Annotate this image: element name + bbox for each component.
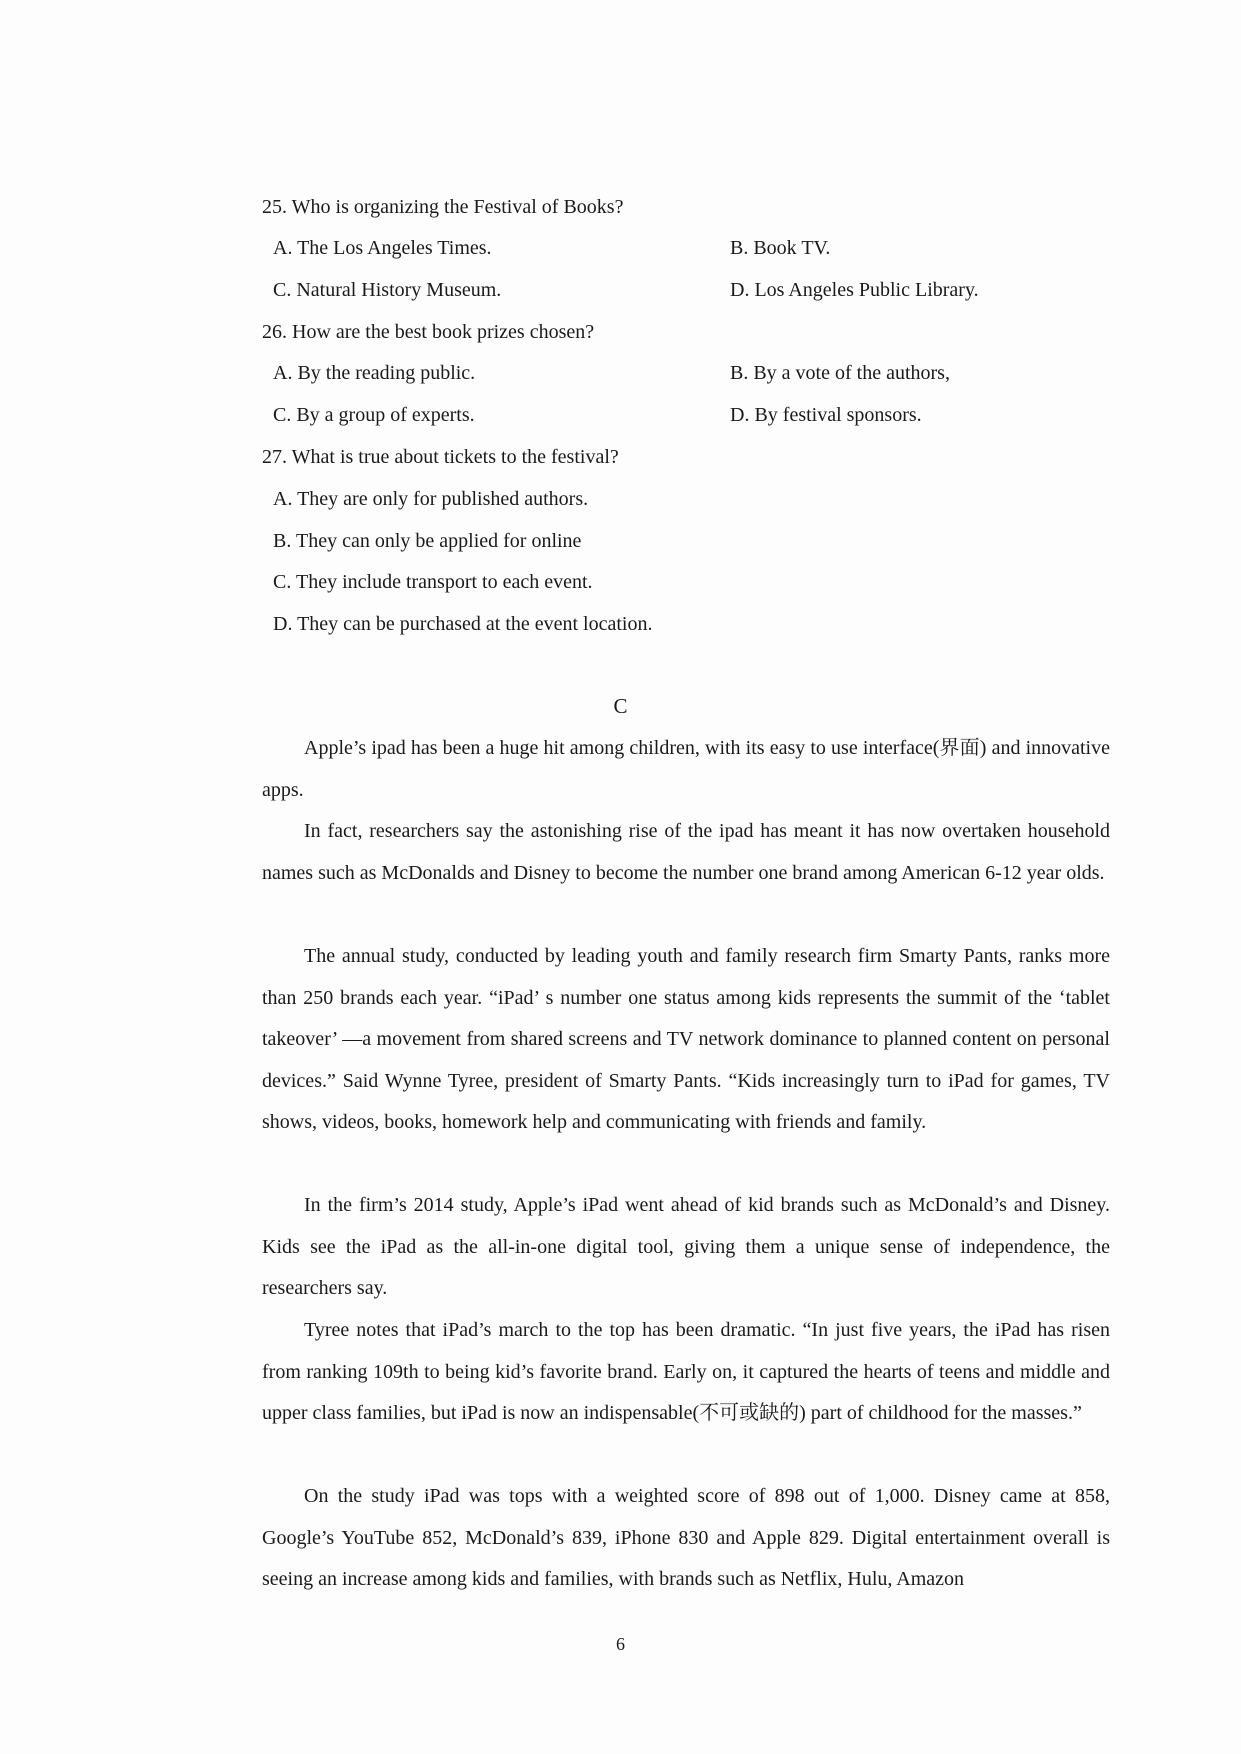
question-26-option-b: B. By a vote of the authors, bbox=[730, 362, 950, 384]
question-26-option-d: D. By festival sponsors. bbox=[730, 404, 922, 426]
passage-paragraph-4: In the firm’s 2014 study, Apple’s iPad went ahead of kid brands such as McDonald’s and Disney. Kids see the iPad as the all-in-one digital tool, giving them a unique sense of independence, the researchers say. bbox=[262, 1194, 1110, 1299]
question-27-option-b: B. They can only be applied for online bbox=[273, 530, 582, 552]
question-25-option-c: C. Natural History Museum. bbox=[273, 279, 502, 301]
passage-paragraph-6: On the study iPad was tops with a weighted score of 898 out of 1,000. Disney came at 858, Google’s YouTube 852, McDonald’s 839, iPhone 830 and Apple 829. Digital entertainment overall is seeing an increase among kids and families, with brands such as Netflix, Hulu, Amazon bbox=[262, 1485, 1110, 1590]
question-26-option-c: C. By a group of experts. bbox=[273, 404, 475, 426]
passage-paragraph-2: In fact, researchers say the astonishing rise of the ipad has meant it has now overtaken household names such as McDonalds and Disney to become the number one brand among American 6-12 year olds. bbox=[262, 820, 1110, 884]
question-27-option-a: A. They are only for published authors. bbox=[273, 488, 589, 510]
section-heading: C bbox=[613, 694, 628, 718]
question-26-option-a: A. By the reading public. bbox=[273, 362, 476, 384]
question-25-stem: 25. Who is organizing the Festival of Books? bbox=[262, 196, 624, 218]
question-25-option-a: A. The Los Angeles Times. bbox=[273, 237, 492, 259]
question-27-option-c: C. They include transport to each event. bbox=[273, 571, 593, 593]
passage-paragraph-3: The annual study, conducted by leading youth and family research firm Smarty Pants, ranks more than 250 brands each year. “iPad’ s number one status among kids represents the summit of the ‘tablet takeover’ —a movement from shared screens and TV network dominance to planned content on personal devices.” Said Wynne Tyree, president of Smarty Pants. “Kids increasingly turn to iPad for games, TV shows, videos, books, homework help and communicating with friends and family. bbox=[262, 945, 1110, 1133]
question-26-stem: 26. How are the best book prizes chosen? bbox=[262, 321, 595, 343]
passage-paragraph-1: Apple’s ipad has been a huge hit among children, with its easy to use interface(界面) and innovative apps. bbox=[262, 737, 1110, 801]
question-25-option-b: B. Book TV. bbox=[730, 237, 831, 259]
question-27-stem: 27. What is true about tickets to the festival? bbox=[262, 446, 619, 468]
question-25-option-d: D. Los Angeles Public Library. bbox=[730, 279, 979, 301]
question-27-option-d: D. They can be purchased at the event location. bbox=[273, 613, 653, 635]
page-number: 6 bbox=[616, 1634, 625, 1654]
passage-paragraph-5: Tyree notes that iPad’s march to the top has been dramatic. “In just five years, the iPad has risen from ranking 109th to being kid’s favorite brand. Early on, it captured the hearts of teens and middle and upper class families, but iPad is now an indispensable(不可或缺的) part of childhood for the masses.” bbox=[262, 1319, 1110, 1424]
